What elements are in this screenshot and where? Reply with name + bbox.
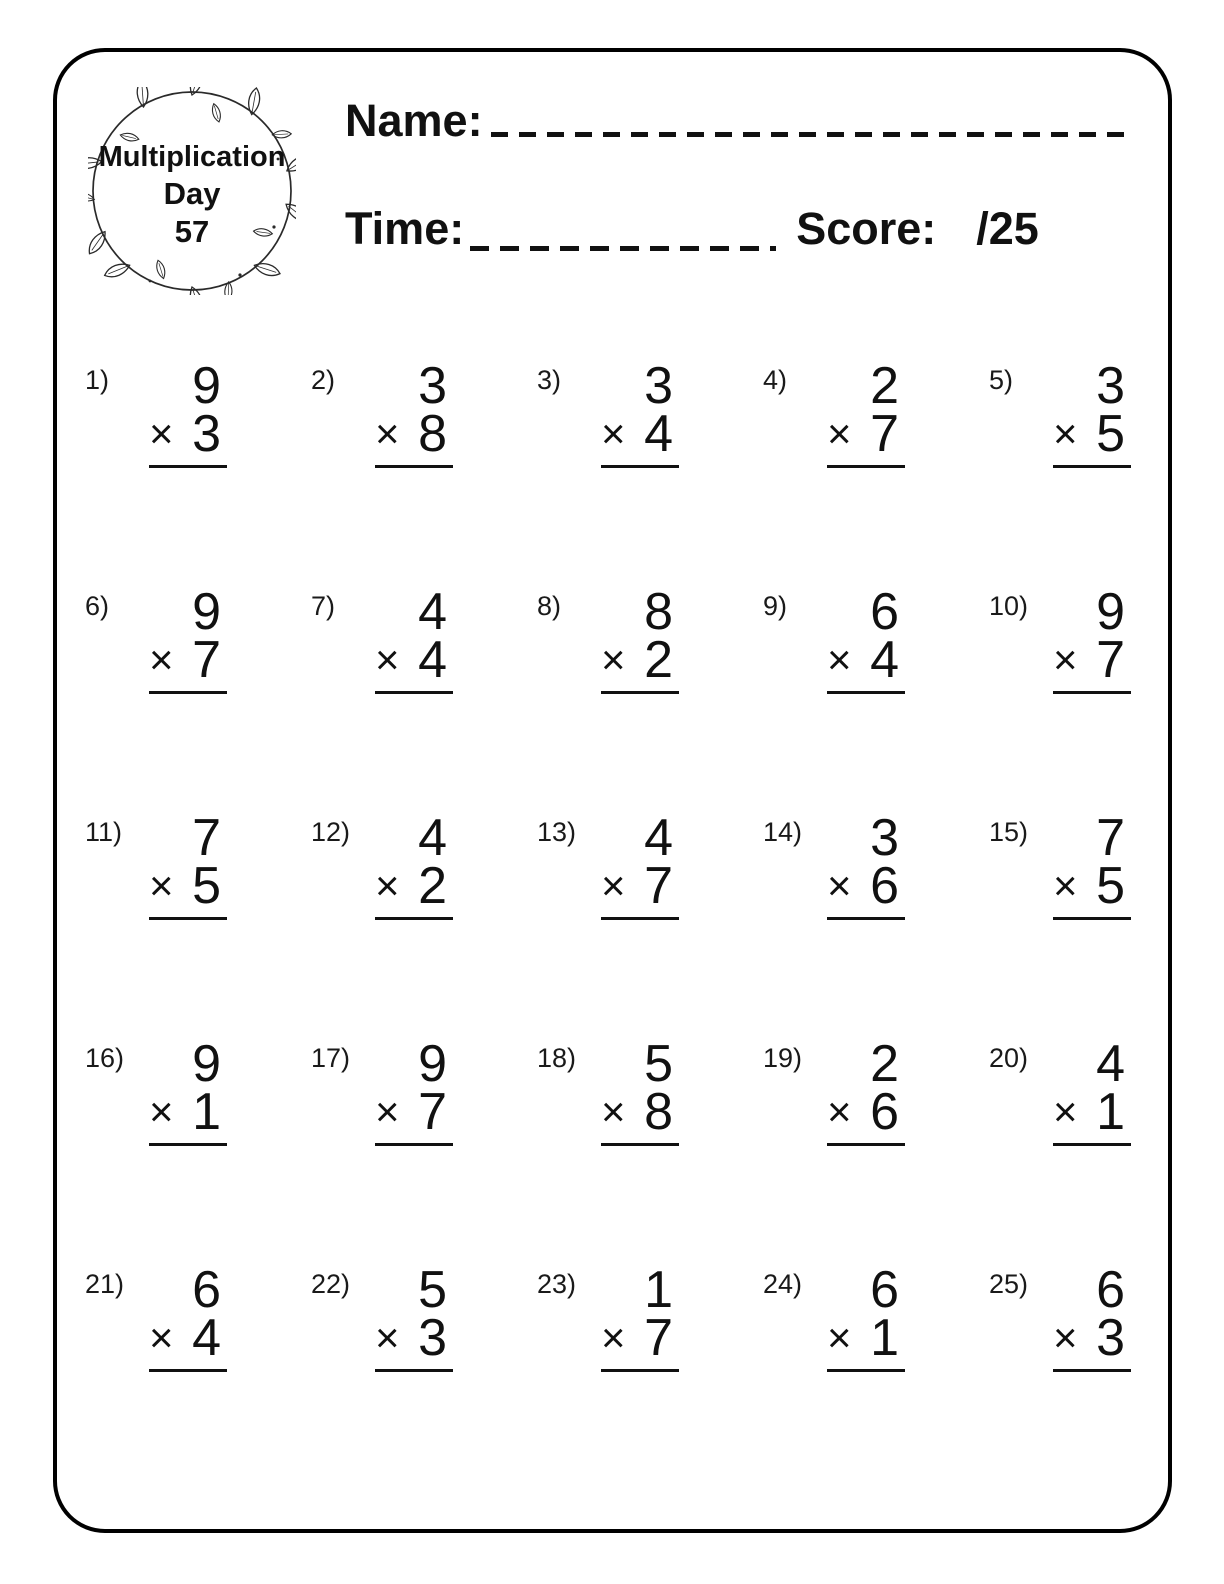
problem	[85, 1261, 227, 1403]
bottom-row	[149, 1083, 227, 1141]
logo-text	[88, 87, 296, 295]
bottom-operand: 1	[870, 1309, 899, 1367]
problem	[537, 583, 679, 725]
answer-line[interactable]	[149, 1143, 227, 1172]
bottom-operand: 3	[418, 1309, 447, 1367]
problem-number: 13)	[537, 817, 577, 847]
multiplication-sign: ×	[601, 1314, 626, 1361]
bottom-row	[827, 1309, 905, 1367]
top-operand: 8	[644, 583, 673, 641]
bottom-operand: 7	[644, 1309, 673, 1367]
score-value: /25	[976, 203, 1039, 254]
wreath-logo	[88, 87, 296, 295]
multiplication-sign: ×	[149, 1088, 174, 1135]
answer-line[interactable]	[1053, 1369, 1131, 1398]
top-operand: 9	[1096, 583, 1125, 641]
problem-number: 9)	[763, 591, 788, 621]
name-input-line[interactable]	[491, 132, 1135, 137]
problem-work	[1053, 809, 1131, 946]
problem-work	[149, 1035, 227, 1172]
multiplication-sign: ×	[1053, 1314, 1078, 1361]
answer-line[interactable]	[375, 1143, 453, 1172]
problem-work	[601, 1035, 679, 1172]
bottom-operand: 6	[870, 1083, 899, 1141]
problem-work	[827, 1035, 905, 1172]
top-operand: 5	[418, 1261, 447, 1319]
multiplication-sign: ×	[601, 862, 626, 909]
problem-work	[1053, 357, 1131, 494]
bottom-row	[149, 405, 227, 463]
bottom-operand: 7	[418, 1083, 447, 1141]
problem	[989, 1035, 1131, 1177]
problem-number: 17)	[311, 1043, 351, 1073]
bottom-row	[149, 857, 227, 915]
answer-line[interactable]	[601, 917, 679, 946]
top-operand: 5	[644, 1035, 673, 1093]
top-operand: 7	[192, 809, 221, 867]
problem-work	[827, 809, 905, 946]
problem	[989, 809, 1131, 951]
problem-work	[1053, 1261, 1131, 1398]
problem-number: 6)	[85, 591, 110, 621]
bottom-row	[375, 631, 453, 689]
problem	[85, 357, 227, 499]
problem-work	[149, 583, 227, 720]
top-operand: 4	[418, 809, 447, 867]
problem-number: 7)	[311, 591, 336, 621]
problem-work	[601, 583, 679, 720]
top-operand: 3	[418, 357, 447, 415]
top-operand: 9	[418, 1035, 447, 1093]
answer-line[interactable]	[375, 1369, 453, 1398]
time-label: Time:	[345, 203, 465, 254]
time-score-row	[345, 200, 1068, 258]
problem-work	[149, 357, 227, 494]
top-operand: 3	[870, 809, 899, 867]
answer-line[interactable]	[375, 691, 453, 720]
bottom-row	[149, 631, 227, 689]
problem	[311, 1035, 453, 1177]
bottom-operand: 2	[418, 857, 447, 915]
answer-line[interactable]	[827, 1143, 905, 1172]
bottom-operand: 3	[192, 405, 221, 463]
problem-work	[375, 583, 453, 720]
answer-line[interactable]	[601, 1143, 679, 1172]
bottom-row	[1053, 857, 1131, 915]
problem-number: 12)	[311, 817, 351, 847]
problem-number: 10)	[989, 591, 1029, 621]
time-input-line[interactable]	[470, 246, 776, 251]
problem-number: 22)	[311, 1269, 351, 1299]
problem	[989, 357, 1131, 499]
top-operand: 2	[870, 1035, 899, 1093]
bottom-row	[375, 1309, 453, 1367]
answer-line[interactable]	[149, 917, 227, 946]
bottom-operand: 4	[418, 631, 447, 689]
multiplication-sign: ×	[149, 636, 174, 683]
problem-work	[375, 357, 453, 494]
problem-number: 18)	[537, 1043, 577, 1073]
bottom-operand: 1	[1096, 1083, 1125, 1141]
multiplication-sign: ×	[827, 410, 852, 457]
problem-number: 14)	[763, 817, 803, 847]
top-operand: 1	[644, 1261, 673, 1319]
top-operand: 9	[192, 1035, 221, 1093]
bottom-operand: 8	[644, 1083, 673, 1141]
problem-work	[149, 809, 227, 946]
problem	[989, 583, 1131, 725]
multiplication-sign: ×	[1053, 1088, 1078, 1135]
answer-line[interactable]	[1053, 917, 1131, 946]
multiplication-sign: ×	[827, 636, 852, 683]
problem	[763, 809, 905, 951]
problem-number: 4)	[763, 365, 788, 395]
bottom-row	[375, 857, 453, 915]
multiplication-sign: ×	[601, 636, 626, 683]
problem-number: 20)	[989, 1043, 1029, 1073]
multiplication-sign: ×	[1053, 410, 1078, 457]
multiplication-sign: ×	[601, 410, 626, 457]
multiplication-sign: ×	[149, 410, 174, 457]
problem	[763, 583, 905, 725]
multiplication-sign: ×	[601, 1088, 626, 1135]
answer-line[interactable]	[827, 691, 905, 720]
multiplication-sign: ×	[149, 1314, 174, 1361]
bottom-row	[601, 1083, 679, 1141]
bottom-row	[375, 405, 453, 463]
bottom-row	[1053, 405, 1131, 463]
bottom-row	[601, 405, 679, 463]
answer-line[interactable]	[827, 917, 905, 946]
bottom-operand: 4	[870, 631, 899, 689]
answer-line[interactable]	[1053, 1143, 1131, 1172]
answer-line[interactable]	[149, 1369, 227, 1398]
problem-number: 16)	[85, 1043, 125, 1073]
top-operand: 4	[418, 583, 447, 641]
multiplication-sign: ×	[375, 636, 400, 683]
multiplication-sign: ×	[375, 1088, 400, 1135]
top-operand: 7	[1096, 809, 1125, 867]
multiplication-sign: ×	[375, 410, 400, 457]
problem-work	[601, 809, 679, 946]
problem	[311, 357, 453, 499]
problem-number: 1)	[85, 365, 110, 395]
problems-grid	[85, 357, 1131, 1403]
logo-day: Day	[163, 176, 221, 211]
answer-line[interactable]	[601, 465, 679, 494]
problem-work	[601, 1261, 679, 1398]
problem	[85, 1035, 227, 1177]
top-operand: 2	[870, 357, 899, 415]
bottom-operand: 6	[870, 857, 899, 915]
problem	[311, 809, 453, 951]
problem-number: 23)	[537, 1269, 577, 1299]
top-operand: 6	[192, 1261, 221, 1319]
problem-number: 5)	[989, 365, 1014, 395]
answer-line[interactable]	[601, 691, 679, 720]
bottom-operand: 4	[192, 1309, 221, 1367]
multiplication-sign: ×	[827, 862, 852, 909]
problem-work	[375, 809, 453, 946]
multiplication-sign: ×	[375, 862, 400, 909]
top-operand: 9	[192, 583, 221, 641]
problem-number: 15)	[989, 817, 1029, 847]
top-operand: 3	[1096, 357, 1125, 415]
bottom-operand: 3	[1096, 1309, 1125, 1367]
bottom-row	[1053, 631, 1131, 689]
problem-work	[827, 583, 905, 720]
problem-number: 11)	[85, 817, 123, 847]
multiplication-sign: ×	[827, 1088, 852, 1135]
score-label: Score:	[796, 203, 937, 254]
multiplication-sign: ×	[1053, 862, 1078, 909]
top-operand: 3	[644, 357, 673, 415]
bottom-operand: 7	[644, 857, 673, 915]
answer-line[interactable]	[601, 1369, 679, 1398]
bottom-row	[601, 857, 679, 915]
top-operand: 4	[1096, 1035, 1125, 1093]
bottom-operand: 5	[192, 857, 221, 915]
answer-line[interactable]	[375, 917, 453, 946]
problem	[763, 1261, 905, 1403]
problem-work	[827, 357, 905, 494]
bottom-operand: 7	[870, 405, 899, 463]
problem	[989, 1261, 1131, 1403]
problem	[85, 583, 227, 725]
top-operand: 9	[192, 357, 221, 415]
bottom-row	[601, 1309, 679, 1367]
answer-line[interactable]	[149, 465, 227, 494]
problem-number: 3)	[537, 365, 562, 395]
logo-number: 57	[174, 214, 210, 249]
problem-number: 24)	[763, 1269, 803, 1299]
answer-line[interactable]	[1053, 691, 1131, 720]
top-operand: 6	[870, 583, 899, 641]
problem-number: 19)	[763, 1043, 803, 1073]
multiplication-sign: ×	[375, 1314, 400, 1361]
problem	[537, 809, 679, 951]
bottom-row	[827, 857, 905, 915]
multiplication-sign: ×	[1053, 636, 1078, 683]
problem	[311, 1261, 453, 1403]
name-field-row	[345, 92, 1135, 150]
problem-number: 21)	[85, 1269, 125, 1299]
multiplication-sign: ×	[827, 1314, 852, 1361]
problem-work	[375, 1035, 453, 1172]
problem-number: 8)	[537, 591, 562, 621]
problem-number: 2)	[311, 365, 336, 395]
bottom-row	[827, 631, 905, 689]
problem	[763, 1035, 905, 1177]
bottom-operand: 4	[644, 405, 673, 463]
bottom-row	[827, 1083, 905, 1141]
problem	[763, 357, 905, 499]
problem	[537, 1035, 679, 1177]
problem-work	[1053, 1035, 1131, 1172]
bottom-operand: 5	[1096, 405, 1125, 463]
bottom-row	[149, 1309, 227, 1367]
answer-line[interactable]	[827, 1369, 905, 1398]
bottom-operand: 2	[644, 631, 673, 689]
top-operand: 6	[1096, 1261, 1125, 1319]
bottom-row	[827, 405, 905, 463]
problem-work	[149, 1261, 227, 1398]
problem-work	[375, 1261, 453, 1398]
problem-work	[1053, 583, 1131, 720]
top-operand: 6	[870, 1261, 899, 1319]
problem	[537, 1261, 679, 1403]
bottom-row	[375, 1083, 453, 1141]
problem	[85, 809, 227, 951]
answer-line[interactable]	[827, 465, 905, 494]
logo-title: Multiplication	[98, 141, 286, 173]
answer-line[interactable]	[375, 465, 453, 494]
name-label: Name:	[345, 95, 483, 146]
problem-number: 25)	[989, 1269, 1029, 1299]
bottom-operand: 1	[192, 1083, 221, 1141]
bottom-row	[601, 631, 679, 689]
bottom-operand: 8	[418, 405, 447, 463]
multiplication-sign: ×	[149, 862, 174, 909]
problem-work	[601, 357, 679, 494]
bottom-operand: 7	[192, 631, 221, 689]
problem	[311, 583, 453, 725]
bottom-row	[1053, 1083, 1131, 1141]
top-operand: 4	[644, 809, 673, 867]
problem	[537, 357, 679, 499]
bottom-operand: 5	[1096, 857, 1125, 915]
answer-line[interactable]	[1053, 465, 1131, 494]
problem-work	[827, 1261, 905, 1398]
answer-line[interactable]	[149, 691, 227, 720]
bottom-operand: 7	[1096, 631, 1125, 689]
bottom-row	[1053, 1309, 1131, 1367]
